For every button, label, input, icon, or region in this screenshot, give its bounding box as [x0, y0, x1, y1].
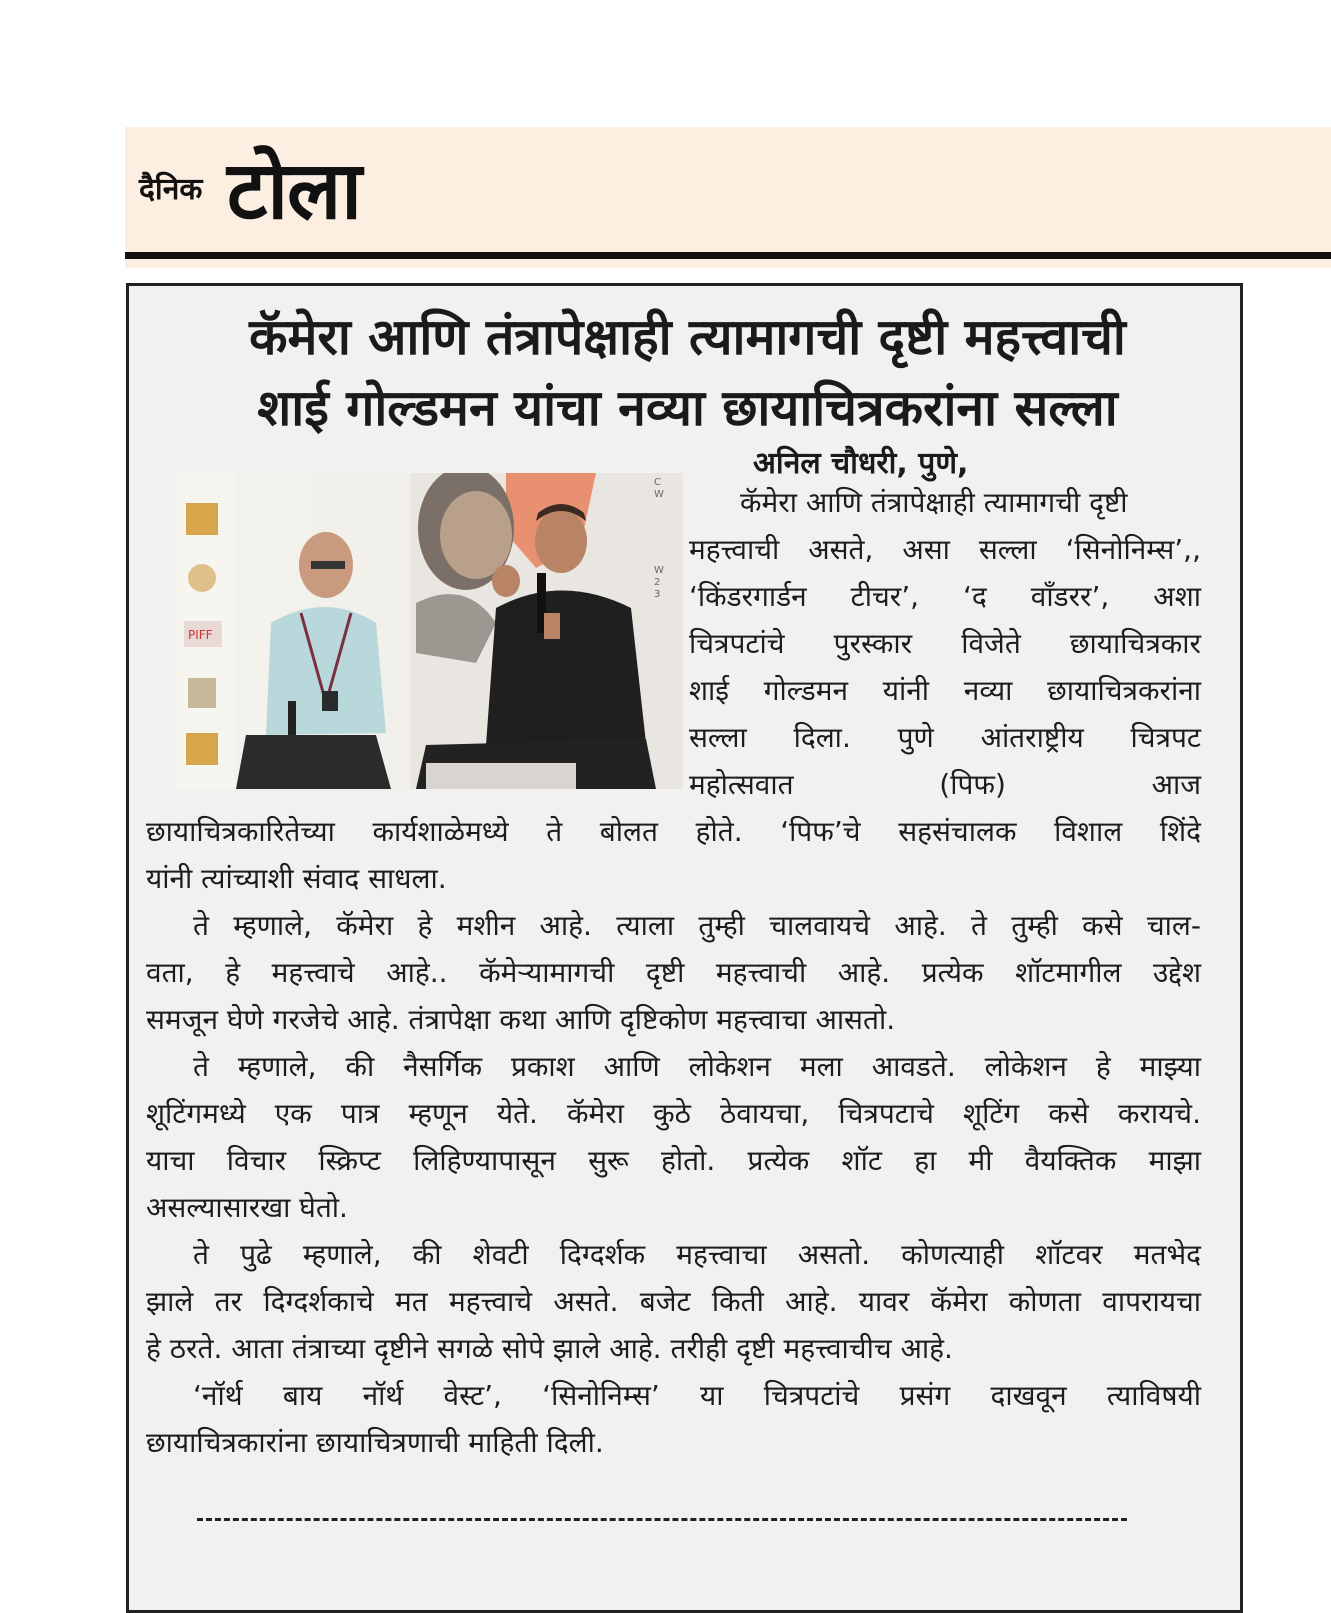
article-line: सल्ला दिला. पुणे आंतराष्ट्रीय चित्रपट	[689, 721, 1201, 754]
article-line: वता, हे महत्त्वाचे आहे.. कॅमेऱ्यामागची दृष्टी महत्त्वाची आहे. प्रत्येक शॉटमागील उद्देश	[146, 956, 1201, 989]
article-line: महत्त्वाची असते, असा सल्ला ‘सिनोनिम्स’,,	[689, 533, 1201, 566]
article-line: समजून घेणे गरजेचे आहे. तंत्रापेक्षा कथा आणि दृष्टिकोण महत्त्वाचा आसतो.	[146, 1003, 896, 1036]
article-line: हे ठरते. आता तंत्राच्या दृष्टीने सगळे सोपे झाले आहे. तरीही दृष्टी महत्त्वाचीच आहे.	[146, 1332, 953, 1365]
article-photo	[176, 473, 683, 789]
article-line: ते म्हणाले, कॅमेरा हे मशीन आहे. त्याला तुम्ही चालवायचे आहे. ते तुम्ही कसे चाल-	[193, 909, 1201, 942]
article-line: ‘नॉर्थ बाय नॉर्थ वेस्ट’, ‘सिनोनिम्स’ या चित्रपटांचे प्रसंग दाखवून त्याविषयी	[193, 1379, 1201, 1412]
article-line: छायाचित्रकारितेच्या कार्यशाळेमध्ये ते बोलत होते. ‘पिफ’चे सहसंचालक विशाल शिंदे	[146, 815, 1201, 848]
article-line: ‘किंडरगार्डन टीचर’, ‘द वाँडरर’, अशा	[689, 580, 1201, 613]
article-line: शूटिंगमध्ये एक पात्र म्हणून येते. कॅमेरा कुठे ठेवायचा, चित्रपटाचे शूटिंग कसे करायचे.	[146, 1097, 1201, 1130]
svg-text:3: 3	[654, 589, 661, 600]
headline-line-1: कॅमेरा आणि तंत्रापेक्षाही त्यामागची दृष्टी महत्त्वाची	[249, 308, 1126, 366]
piff-sign: PIFF	[188, 628, 213, 642]
headline-line-2: शाई गोल्डमन यांचा नव्या छायाचित्रकरांना सल्ला	[257, 379, 1118, 437]
article-line: महोत्सवात (पिफ) आज	[689, 768, 1201, 801]
article-line: छायाचित्रकारांना छायाचित्रणाची माहिती दिली.	[146, 1426, 604, 1459]
byline: अनिल चौधरी, पुणे,	[753, 446, 969, 481]
article-line: शाई गोल्डमन यांनी नव्या छायाचित्रकरांना	[689, 674, 1201, 707]
svg-text:C: C	[654, 477, 661, 488]
article-line: ते म्हणाले, की नैसर्गिक प्रकाश आणि लोकेशन मला आवडते. लोकेशन हे माझ्या	[193, 1050, 1201, 1083]
article-line: याचा विचार स्क्रिप्ट लिहिण्यापासून सुरू होतो. प्रत्येक शॉट हा मी वैयक्तिक माझा	[146, 1144, 1201, 1177]
svg-text:W: W	[654, 565, 664, 576]
article-line: चित्रपटांचे पुरस्कार विजेते छायाचित्रकार	[689, 627, 1201, 660]
svg-text:2: 2	[654, 577, 661, 588]
article-line: ते पुढे म्हणाले, की शेवटी दिग्दर्शक महत्त्वाचा असतो. कोणत्याही शॉटवर मतभेद	[193, 1238, 1201, 1271]
article-line: असल्यासारखा घेतो.	[146, 1191, 348, 1224]
article-line: कॅमेरा आणि तंत्रापेक्षाही त्यामागची दृष्टी	[740, 486, 1128, 519]
article-frame	[126, 283, 1243, 1613]
section-divider	[197, 1518, 1127, 1521]
masthead-title: टोला	[227, 144, 361, 237]
masthead-rule	[125, 252, 1331, 259]
masthead	[125, 127, 1331, 268]
article-line: यांनी त्यांच्याशी संवाद साधला.	[146, 862, 447, 895]
article-line: झाले तर दिग्दर्शकाचे मत महत्त्वाचे असते. बजेट किती आहे. यावर कॅमेरा कोणता वापरायचा	[146, 1285, 1201, 1318]
svg-text:W: W	[654, 489, 664, 500]
masthead-daily-label: दैनिक	[139, 172, 203, 207]
